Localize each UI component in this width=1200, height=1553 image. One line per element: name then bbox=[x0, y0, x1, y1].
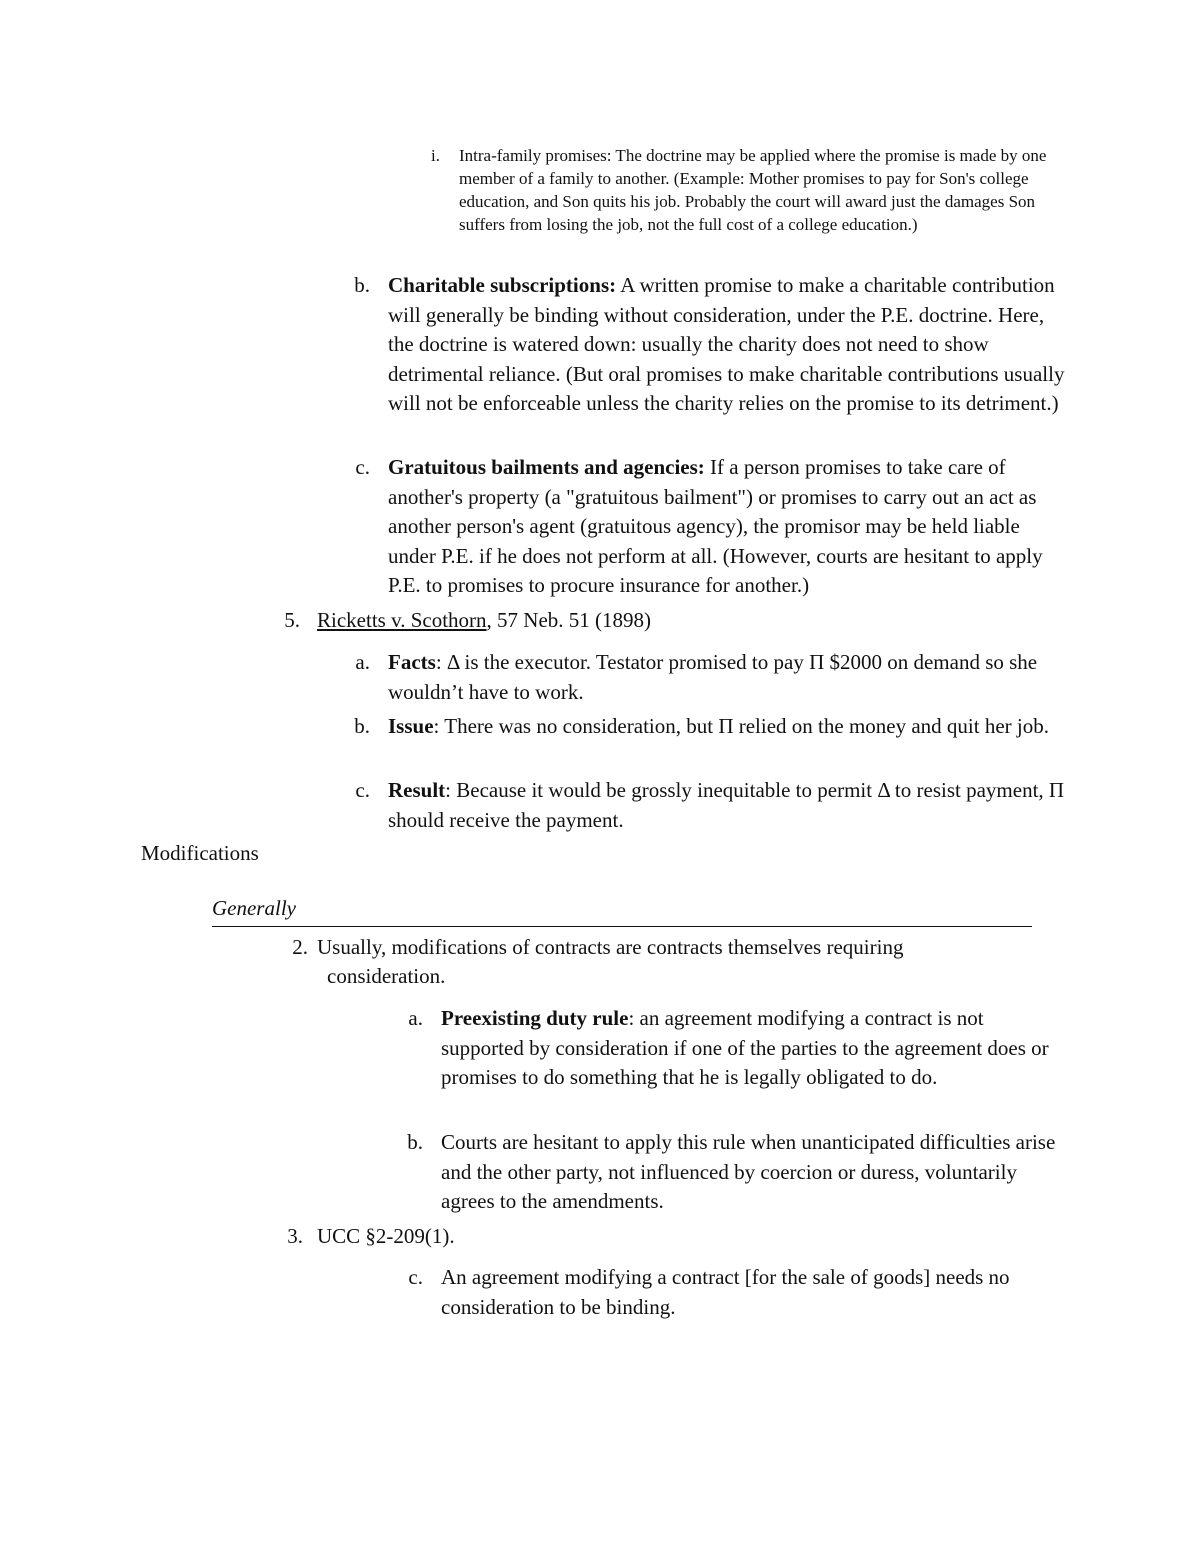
modifications-paragraph: Usually, modifications of contracts are contracts themselves requiring bbox=[317, 935, 904, 959]
facts-text: : Δ is the executor. Testator promised to pay Π $2000 on demand so she wouldn’t have to work. bbox=[388, 650, 1038, 704]
modifications-paragraph-continued: consideration. bbox=[327, 964, 446, 988]
ucc-citation: UCC §2-209(1). bbox=[317, 1224, 455, 1248]
list-marker: 2. bbox=[292, 935, 308, 959]
list-marker: a. bbox=[408, 1006, 423, 1030]
facts-paragraph bbox=[388, 648, 1068, 707]
list-marker: b. bbox=[354, 273, 370, 297]
result-paragraph bbox=[388, 776, 1068, 835]
case-citation bbox=[317, 606, 1017, 636]
facts-label: Facts bbox=[388, 650, 436, 674]
list-marker: a. bbox=[355, 650, 370, 674]
gratuitous-bailments-paragraph bbox=[388, 453, 1068, 601]
ucc-agreement-paragraph: An agreement modifying a contract [for the sale of goods] needs no consideration to be binding. bbox=[441, 1265, 1010, 1319]
issue-paragraph bbox=[388, 712, 1068, 742]
issue-label: Issue bbox=[388, 714, 434, 738]
case-reporter: , 57 Neb. 51 (1898) bbox=[486, 608, 652, 632]
heading-rule bbox=[212, 926, 1032, 927]
preexisting-duty-label: Preexisting duty rule bbox=[441, 1006, 629, 1030]
preexisting-duty-paragraph bbox=[441, 1004, 1066, 1093]
gratuitous-bailments-text: If a person promises to take care of another's property (a "gratuitous bailment") or promises to carry out an act as another person's agent (gratuitous agency), the promisor may be held liable under P.E. if he does not perform at all. (However, courts are hesitant to apply P.E. to promises to procure insurance for another.) bbox=[388, 455, 1043, 597]
charitable-subscriptions-text: A written promise to make a charitable contribution will generally be binding without consideration, under the P.E. doctrine. Here, the doctrine is watered down: usually the charity does not need to show detrimental reliance. (But oral promises to make charitable contributions usually will not be enforceable unless the charity relies on the promise to its detriment.) bbox=[388, 273, 1065, 415]
list-marker: 5. bbox=[284, 608, 300, 632]
case-name: Ricketts v. Scothorn bbox=[317, 608, 487, 632]
list-marker: 3. bbox=[287, 1224, 303, 1248]
list-marker: c. bbox=[408, 1265, 423, 1289]
issue-text: : There was no consideration, but Π relied on the money and quit her job. bbox=[433, 714, 1049, 738]
preexisting-duty-text: : an agreement modifying a contract is not supported by consideration if one of the parties to the agreement does or promises to do something that he is legally obligated to do. bbox=[441, 1006, 1049, 1089]
intra-family-promises-paragraph: Intra-family promises: The doctrine may be applied where the promise is made by one member of a family to another. (Example: Mother promises to pay for Son's college education, and Son quits his job. Probably the court will award just the damages Son suffers from losing the job, not the full cost of a college education.) bbox=[459, 146, 1047, 234]
list-marker: b. bbox=[354, 714, 370, 738]
result-text: : Because it would be grossly inequitable to permit Δ to resist payment, Π should receive the payment. bbox=[388, 778, 1065, 832]
list-marker: b. bbox=[407, 1130, 423, 1154]
charitable-subscriptions-label: Charitable subscriptions: bbox=[388, 273, 617, 297]
gratuitous-bailments-label: Gratuitous bailments and agencies: bbox=[388, 455, 705, 479]
result-label: Result bbox=[388, 778, 446, 802]
subsection-heading: Generally bbox=[212, 896, 296, 920]
list-marker: c. bbox=[355, 778, 370, 802]
list-marker: i. bbox=[431, 146, 440, 165]
section-heading: Modifications bbox=[141, 841, 259, 865]
courts-hesitant-paragraph: Courts are hesitant to apply this rule when unanticipated difficulties arise and the other party, not influenced by coercion or duress, voluntarily agrees to the amendments. bbox=[441, 1130, 1056, 1213]
charitable-subscriptions-paragraph bbox=[388, 271, 1068, 419]
list-marker: c. bbox=[355, 455, 370, 479]
